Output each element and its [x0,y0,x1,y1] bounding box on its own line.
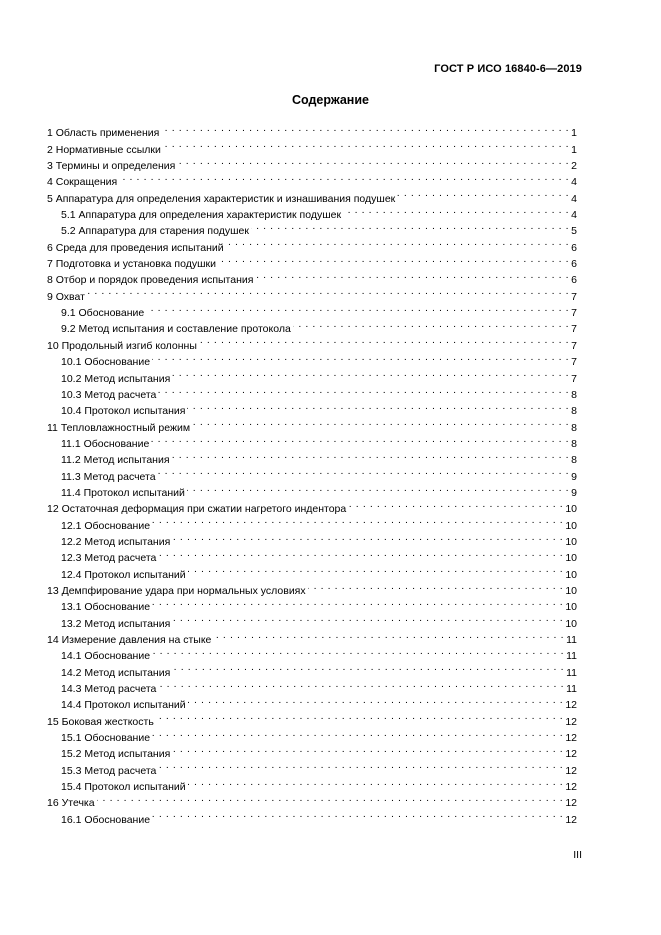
toc-entry-label: 14.4 Протокол испытаний [61,699,186,712]
toc-entry-page: 6 [571,274,577,287]
toc-dot-leader [192,414,569,430]
toc-entry-page: 7 [571,290,577,303]
toc-dot-leader [156,708,564,724]
toc-dot-leader [226,234,570,250]
toc-dot-leader [152,349,569,365]
toc-entry-page: 12 [565,781,577,794]
toc-entry-label: 11.4 Протокол испытаний [61,486,185,499]
toc-entry[interactable] [47,300,577,320]
toc-entry-page: 6 [571,258,577,271]
toc-dot-leader [146,300,569,316]
toc-entry-label: 9.1 Обоснование [61,307,145,320]
toc-dot-leader [158,676,564,692]
toc-entry-page: 2 [571,160,577,173]
toc-entry-label: 16.1 Обоснование [61,813,151,826]
toc-entry-label: 5 Аппаратура для определения характеристик и изнашивания подушек [47,192,396,205]
toc-dot-leader [97,790,564,806]
toc-entry-page: 7 [571,372,577,385]
toc-entry-page: 10 [565,568,577,581]
toc-entry-label: 13.1 Обоснование [61,601,151,614]
toc-entry-label: 11.3 Метод расчета [61,470,156,483]
toc-dot-leader [119,169,569,185]
toc-entry-page: 9 [571,470,577,483]
toc-entry-label: 9 Охват [47,290,85,303]
toc-dot-leader [308,578,564,594]
toc-dot-leader [255,267,569,283]
toc-entry-page: 10 [565,519,577,532]
toc-dot-leader [251,218,569,234]
toc-entry-page: 4 [571,176,577,189]
toc-entry-page: 10 [565,617,577,630]
toc-entry-label: 10.1 Обоснование [61,356,151,369]
toc-entry-label: 12.4 Протокол испытаний [61,568,186,581]
toc-entry-label: 6 Среда для проведения испытаний [47,241,224,254]
toc-dot-leader [397,185,569,201]
toc-entry-label: 11 Тепловлажностный режим [47,421,191,434]
toc-entry-label: 15 Боковая жесткость [47,715,154,728]
toc-entry[interactable] [47,169,577,189]
toc-entry-page: 4 [571,209,577,222]
toc-dot-leader [152,643,564,659]
toc-entry-page: 11 [566,650,577,663]
toc-dot-leader [172,659,564,675]
toc-entry-label: 15.2 Метод испытания [61,748,171,761]
toc-entry-page: 5 [571,225,577,238]
standard-code: ГОСТ Р ИСО 16840-6—2019 [434,63,582,75]
toc-entry-page: 12 [565,764,577,777]
toc-dot-leader [158,463,570,479]
toc-entry-page: 7 [571,307,577,320]
toc-dot-leader [152,512,563,528]
toc-entry-page: 7 [571,356,577,369]
toc-entry-page: 4 [571,192,577,205]
toc-entry-label: 10.2 Метод испытания [61,372,171,385]
toc-entry-page: 1 [571,143,577,156]
toc-dot-leader [151,431,569,447]
toc-entry-label: 14.2 Метод испытания [61,666,171,679]
toc-entry-label: 15.4 Протокол испытаний [61,781,186,794]
toc-entry-label: 2 Нормативные ссылки [47,143,161,156]
toc-entry-page: 8 [571,454,577,467]
toc-entry-page: 8 [571,421,577,434]
toc-entry-page: 6 [571,241,577,254]
toc-dot-leader [218,251,569,267]
toc-entry-page: 11 [566,683,577,696]
toc-dot-leader [187,480,569,496]
toc-dot-leader [163,136,569,152]
toc-entry-label: 15.3 Метод расчета [61,764,157,777]
toc-dot-leader [172,447,570,463]
toc-entry-page: 10 [565,535,577,548]
toc-dot-leader [172,365,569,381]
toc-entry-label: 10 Продольный изгиб колонны [47,339,197,352]
toc-entry-page: 10 [565,601,577,614]
toc-entry-page: 8 [571,437,577,450]
toc-entry[interactable] [47,120,577,140]
toc-dot-leader [199,332,569,348]
toc-entry-label: 9.2 Метод испытания и составление протокола [61,323,291,336]
toc-entry-label: 13.2 Метод испытания [61,617,171,630]
toc-entry-page: 12 [565,732,577,745]
toc-entry-page: 12 [565,748,577,761]
toc-entry-label: 14.1 Обоснование [61,650,151,663]
toc-entry-page: 1 [571,127,577,140]
toc-entry-label: 15.1 Обоснование [61,732,151,745]
toc-entry-label: 3 Термины и определения [47,160,176,173]
toc-entry[interactable] [47,185,577,205]
toc-dot-leader [293,316,569,332]
toc-entry-page: 8 [571,388,577,401]
toc-entry-label: 13 Демпфирование удара при нормальных условиях [47,584,306,597]
toc-dot-leader [158,545,563,561]
toc-entry-page: 8 [571,405,577,418]
toc-entry-page: 7 [571,339,577,352]
toc-entry-label: 10.4 Протокол испытания [61,405,186,418]
toc-entry-label: 10.3 Метод расчета [61,388,157,401]
toc-dot-leader [348,496,563,512]
toc-dot-leader [172,741,563,757]
toc-dot-leader [172,610,563,626]
page-number: III [573,849,582,861]
toc-entry-page: 12 [565,699,577,712]
toc-entry[interactable] [47,790,577,810]
toc-dot-leader [343,202,569,218]
toc-entry-label: 11.2 Метод испытания [61,454,170,467]
toc-dot-leader [161,120,569,136]
toc-entry-label: 8 Отбор и порядок проведения испытания [47,274,254,287]
toc-entry-label: 12.3 Метод расчета [61,552,157,565]
table-of-contents [47,120,577,826]
toc-entry-page: 7 [571,323,577,336]
toc-dot-leader [213,627,564,643]
toc-dot-leader [188,774,564,790]
toc-entry-label: 5.1 Аппаратура для определения характеристик подушек [61,209,342,222]
toc-dot-leader [172,529,563,545]
toc-dot-leader [87,283,569,299]
toc-dot-leader [188,561,564,577]
toc-dot-leader [188,692,564,708]
toc-entry-label: 16 Утечка [47,797,95,810]
toc-entry-label: 1 Область применения [47,127,160,140]
toc-dot-leader [158,757,563,773]
toc-dot-leader [152,594,563,610]
toc-entry-label: 5.2 Аппаратура для старения подушек [61,225,249,238]
toc-entry[interactable] [47,283,577,303]
toc-entry-label: 4 Сокращения [47,176,118,189]
toc-entry-label: 12.2 Метод испытания [61,535,171,548]
toc-entry-page: 11 [566,634,577,646]
toc-entry-page: 12 [565,797,577,810]
toc-entry-label: 7 Подготовка и установка подушки [47,258,216,271]
toc-entry-label: 11.1 Обоснование [61,437,150,450]
toc-entry-page: 11 [566,666,577,679]
toc-entry-label: 12.1 Обоснование [61,519,151,532]
toc-entry-page: 10 [565,584,577,597]
toc-entry-page: 10 [565,503,577,516]
toc-dot-leader [187,398,569,414]
toc-dot-leader [177,153,569,169]
toc-title: Содержание [291,93,369,107]
toc-entry-page: 9 [571,486,577,499]
toc-entry-page: 10 [565,552,577,565]
toc-entry[interactable] [47,806,577,826]
toc-dot-leader [152,725,563,741]
toc-dot-leader [158,382,569,398]
toc-entry-page: 12 [565,715,577,728]
toc-entry-label: 14 Измерение давления на стыке [47,634,212,646]
toc-entry-label: 14.3 Метод расчета [61,683,157,696]
toc-entry-page: 12 [565,813,577,826]
toc-dot-leader [152,806,563,822]
toc-entry-label: 12 Остаточная деформация при сжатии нагретого индентора [47,503,347,516]
